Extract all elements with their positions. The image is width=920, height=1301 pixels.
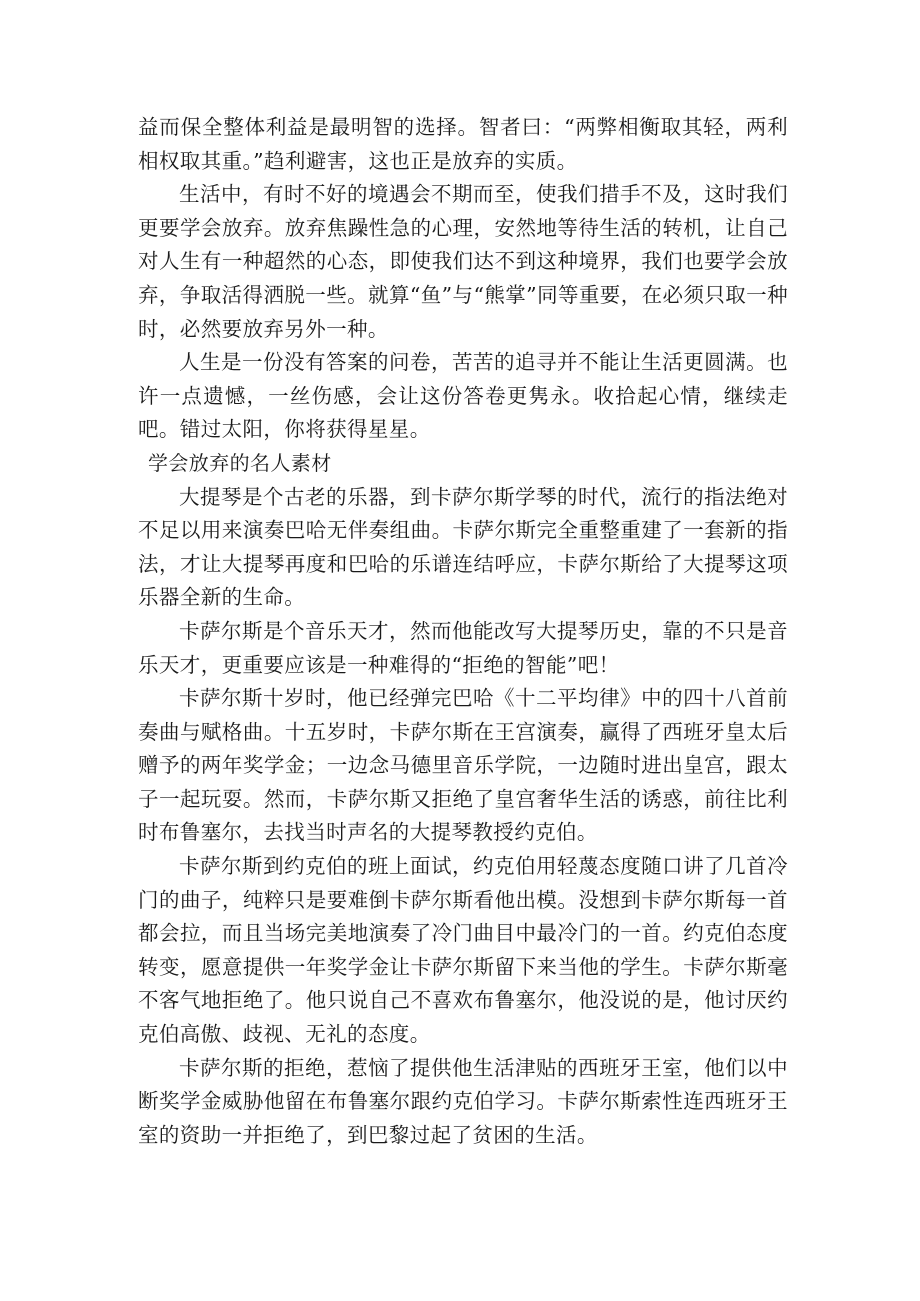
section-heading: 学会放弃的名人素材 — [148, 450, 332, 475]
paragraph-life-adversity: 生活中，有时不好的境遇会不期而至，使我们措手不及，这时我们更要学会放弃。放弃焦躁性急的心理，安然地等待生活的转机，让自己对人生有一种超然的心态，即使我们达不到这种境界，我们也要学会放弃，争取活得洒脱一些。就算“鱼”与“熊掌”同等重要，在必须只取一种时，必然要放弃另外一种。 — [138, 182, 788, 341]
paragraph-casals-refusal: 卡萨尔斯的拒绝，惹恼了提供他生活津贴的西班牙王室，他们以中断奖学金威胁他留在布鲁塞尔跟约克伯学习。卡萨尔斯索性连西班牙王室的资助一并拒绝了，到巴黎过起了贫困的生活。 — [138, 1055, 788, 1147]
paragraph-casals-genius: 卡萨尔斯是个音乐天才，然而他能改写大提琴历史，靠的不只是音乐天才，更重要应该是一种难得的“拒绝的智能”吧！ — [138, 618, 788, 677]
paragraph-intro-continuation: 益而保全整体利益是最明智的选择。智者曰：“两弊相衡取其轻，两利相权取其重。”趋利避害，这也正是放弃的实质。 — [138, 115, 788, 173]
paragraph-life-questionnaire: 人生是一份没有答案的问卷，苦苦的追寻并不能让生活更圆满。也许一点遗憾，一丝伤感，会让这份答卷更隽永。收拾起心情，继续走吧。错过太阳，你将获得星星。 — [138, 350, 788, 442]
paragraph-casals-audition: 卡萨尔斯到约克伯的班上面试，约克伯用轻蔑态度随口讲了几首冷门的曲子，纯粹只是要难倒卡萨尔斯看他出模。没想到卡萨尔斯每一首都会拉，而且当场完美地演奏了冷门曲目中最冷门的一首。约克伯态度转变，愿意提供一年奖学金让卡萨尔斯留下来当他的学生。卡萨尔斯毫不客气地拒绝了。他只说自己不喜欢布鲁塞尔，他没说的是，他讨厌约克伯高傲、歧视、无礼的态度。 — [138, 854, 788, 1047]
document-body — [138, 111, 788, 1152]
paragraph-casals-youth: 卡萨尔斯十岁时，他已经弹完巴哈《十二平均律》中的四十八首前奏曲与赋格曲。十五岁时，卡萨尔斯在王宫演奏，赢得了西班牙皇太后赠予的两年奖学金；一边念马德里音乐学院，一边随时进出皇宫，跟太子一起玩耍。然而，卡萨尔斯又拒绝了皇宫奢华生活的诱惑，前往比利时布鲁塞尔，去找当时声名的大提琴教授约克伯。 — [138, 686, 788, 845]
paragraph-cello-history: 大提琴是个古老的乐器，到卡萨尔斯学琴的时代，流行的指法绝对不足以用来演奏巴哈无伴奏组曲。卡萨尔斯完全重整重建了一套新的指法，才让大提琴再度和巴哈的乐谱连结呼应，卡萨尔斯给了大提琴这项乐器全新的生命。 — [138, 484, 788, 610]
